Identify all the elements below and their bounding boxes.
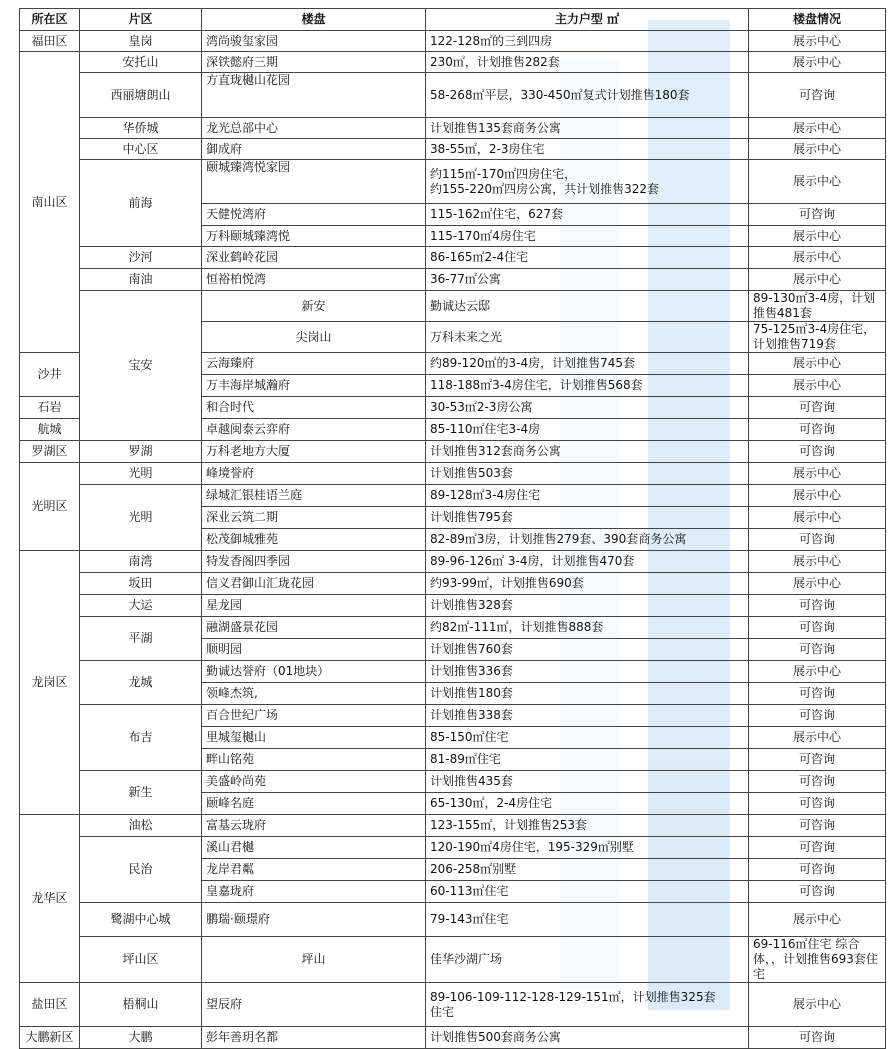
area-cell: 光明 <box>80 485 202 551</box>
status-cell: 展示中心 <box>749 573 886 595</box>
area-cell: 沙河 <box>80 247 202 269</box>
project-cell: 勤诚达云邸 <box>426 291 749 322</box>
project-cell: 龙岸君粼 <box>202 859 426 881</box>
unit-type-cell: 计划推售795套 <box>426 507 749 529</box>
status-cell: 展示中心 <box>749 983 886 1027</box>
project-cell: 颐峰名庭 <box>202 793 426 815</box>
table-body <box>20 31 886 1049</box>
project-cell: 云海臻府 <box>202 353 426 375</box>
status-cell: 可咨询 <box>749 815 886 837</box>
area-cell: 坪山 <box>202 937 426 983</box>
unit-type-cell: 计划推售435套 <box>426 771 749 793</box>
header-area: 片区 <box>80 9 202 31</box>
area-cell: 龙城 <box>80 661 202 705</box>
project-cell: 湾尚骏玺家园 <box>202 31 426 52</box>
table-row <box>20 1027 886 1049</box>
unit-type-cell: 118-188㎡3-4房住宅，计划推售568套 <box>426 375 749 397</box>
status-cell: 展示中心 <box>749 507 886 529</box>
unit-type-cell: 约115㎡-170㎡四房住宅， 约155-220㎡四房公寓，共计划推售322套 <box>426 160 749 204</box>
status-cell: 展示中心 <box>749 727 886 749</box>
unit-type-cell: 计划推售312套商务公寓 <box>426 441 749 463</box>
status-cell: 可咨询 <box>749 771 886 793</box>
table-row <box>20 247 886 269</box>
status-cell: 可咨询 <box>749 529 886 551</box>
table-row <box>20 73 886 118</box>
project-cell: 御成府 <box>202 139 426 160</box>
unit-type-cell: 36-77㎡公寓 <box>426 269 749 291</box>
table-row <box>20 551 886 573</box>
unit-type-cell: 60-113㎡住宅 <box>426 881 749 903</box>
area-cell: 南油 <box>80 269 202 291</box>
status-cell: 展示中心 <box>749 463 886 485</box>
status-cell: 可咨询 <box>749 881 886 903</box>
unit-type-cell: 89-128㎡3-4房住宅 <box>426 485 749 507</box>
table-row <box>20 815 886 837</box>
status-cell: 展示中心 <box>749 661 886 683</box>
project-cell: 万科老地方大厦 <box>202 441 426 463</box>
unit-type-cell: 58-268㎡平层，330-450㎡复式计划推售180套 <box>426 73 749 118</box>
table-row <box>20 31 886 52</box>
status-cell: 展示中心 <box>749 118 886 139</box>
district-cell: 南山区 <box>20 52 80 353</box>
unit-type-cell: 计划推售135套商务公寓 <box>426 118 749 139</box>
unit-type-cell: 206-258㎡别墅 <box>426 859 749 881</box>
area-cell: 西丽塘朗山 <box>80 73 202 118</box>
unit-type-cell: 86-165㎡2-4住宅 <box>426 247 749 269</box>
unit-type-cell: 115-162㎡住宅，627套 <box>426 204 749 226</box>
project-cell: 深铁懿府三期 <box>202 52 426 73</box>
unit-type-cell: 89-106-109-112-128-129-151㎡，计划推售325套 住宅 <box>426 983 749 1027</box>
unit-type-cell: 75-125㎡3-4房住宅，计划推售719套 <box>749 322 886 353</box>
status-cell: 展示中心 <box>749 269 886 291</box>
project-cell: 彭年善玥名都 <box>202 1027 426 1049</box>
project-cell: 万科未来之光 <box>426 322 749 353</box>
district-cell: 龙岗区 <box>20 551 80 815</box>
status-cell: 展示中心 <box>749 247 886 269</box>
status-cell: 展示中心 <box>749 353 886 375</box>
unit-type-cell: 230㎡，计划推售282套 <box>426 52 749 73</box>
table-row <box>20 441 886 463</box>
unit-type-cell: 约93-99㎡，计划推售690套 <box>426 573 749 595</box>
area-cell: 航城 <box>20 419 80 441</box>
project-cell: 信义君御山汇珑花园 <box>202 573 426 595</box>
area-cell: 鹭湖中心城 <box>80 903 202 937</box>
table-row <box>20 485 886 507</box>
header-row <box>20 9 886 31</box>
table-row <box>20 617 886 639</box>
project-cell: 顺明园 <box>202 639 426 661</box>
header-project: 楼盘 <box>202 9 426 31</box>
unit-type-cell: 115-170㎡4房住宅 <box>426 226 749 247</box>
status-cell: 展示中心 <box>749 485 886 507</box>
status-cell: 展示中心 <box>749 903 886 937</box>
area-cell: 尖岗山 <box>202 322 426 353</box>
status-cell: 可咨询 <box>749 705 886 727</box>
project-cell: 勤诚达誉府（01地块） <box>202 661 426 683</box>
district-cell: 光明区 <box>20 463 80 551</box>
unit-type-cell: 65-130㎡，2-4房住宅 <box>426 793 749 815</box>
header-district: 所在区 <box>20 9 80 31</box>
district-cell: 盐田区 <box>20 983 80 1027</box>
table-row <box>20 269 886 291</box>
district-cell: 龙华区 <box>20 815 80 983</box>
unit-type-cell: 85-150㎡住宅 <box>426 727 749 749</box>
project-cell: 星龙园 <box>202 595 426 617</box>
status-cell: 可咨询 <box>749 639 886 661</box>
table-row <box>20 937 886 983</box>
table-row <box>20 595 886 617</box>
area-cell: 光明 <box>80 463 202 485</box>
status-cell: 可咨询 <box>749 1027 886 1049</box>
status-cell: 可咨询 <box>749 617 886 639</box>
header-unit-type: 主力户型 ㎡ <box>426 9 749 31</box>
area-cell: 民治 <box>80 837 202 903</box>
status-cell: 可咨询 <box>749 683 886 705</box>
status-cell: 展示中心 <box>749 31 886 52</box>
table-row <box>20 983 886 1027</box>
table-row <box>20 705 886 727</box>
project-cell: 佳华沙湖广场 <box>426 937 749 983</box>
unit-type-cell: 89-96-126㎡ 3-4房，计划推售470套 <box>426 551 749 573</box>
area-cell: 沙井 <box>20 353 80 397</box>
unit-type-cell: 89-130㎡3-4房，计划推售481套 <box>749 291 886 322</box>
district-cell: 宝安 <box>80 291 202 441</box>
status-cell: 展示中心 <box>749 160 886 204</box>
table-row <box>20 139 886 160</box>
area-cell: 新安 <box>202 291 426 322</box>
area-cell: 大运 <box>80 595 202 617</box>
status-cell: 展示中心 <box>749 551 886 573</box>
area-cell: 平湖 <box>80 617 202 661</box>
district-cell: 大鹏新区 <box>20 1027 80 1049</box>
area-cell: 南湾 <box>80 551 202 573</box>
status-cell: 可咨询 <box>749 859 886 881</box>
area-cell: 梧桐山 <box>80 983 202 1027</box>
unit-type-cell: 82-89㎡3房，计划推售279套、390套商务公寓 <box>426 529 749 551</box>
unit-type-cell: 30-53㎡2-3房公寓 <box>426 397 749 419</box>
table-row <box>20 463 886 485</box>
project-cell: 特发香阁四季园 <box>202 551 426 573</box>
project-cell: 万科颐城臻湾悦 <box>202 226 426 247</box>
status-cell: 可咨询 <box>749 793 886 815</box>
table-row <box>20 573 886 595</box>
table-row <box>20 291 886 322</box>
area-cell: 布吉 <box>80 705 202 771</box>
unit-type-cell: 计划推售500套商务公寓 <box>426 1027 749 1049</box>
project-cell: 皇嘉珑府 <box>202 881 426 903</box>
status-cell: 可咨询 <box>749 204 886 226</box>
area-cell: 罗湖 <box>80 441 202 463</box>
district-cell: 罗湖区 <box>20 441 80 463</box>
area-cell: 新生 <box>80 771 202 815</box>
district-cell: 福田区 <box>20 31 80 52</box>
project-cell: 万丰海岸城瀚府 <box>202 375 426 397</box>
area-cell: 华侨城 <box>80 118 202 139</box>
table-row <box>20 903 886 937</box>
unit-type-cell: 计划推售180套 <box>426 683 749 705</box>
project-cell: 绿城汇银桂语兰庭 <box>202 485 426 507</box>
status-cell: 展示中心 <box>749 52 886 73</box>
project-cell: 深业鹤岭花园 <box>202 247 426 269</box>
area-cell: 大鹏 <box>80 1027 202 1049</box>
area-cell: 皇岗 <box>80 31 202 52</box>
project-cell: 溪山君樾 <box>202 837 426 859</box>
project-cell: 美盛岭尚苑 <box>202 771 426 793</box>
project-cell: 龙光总部中心 <box>202 118 426 139</box>
unit-type-cell: 122-128㎡的三到四房 <box>426 31 749 52</box>
project-cell: 恒裕柏悦湾 <box>202 269 426 291</box>
area-cell: 安托山 <box>80 52 202 73</box>
status-cell: 展示中心 <box>749 139 886 160</box>
header-status: 楼盘情况 <box>749 9 886 31</box>
status-cell: 可咨询 <box>749 837 886 859</box>
unit-type-cell: 计划推售336套 <box>426 661 749 683</box>
table-row <box>20 160 886 204</box>
project-cell: 鹏瑞·颐璟府 <box>202 903 426 937</box>
project-cell: 峰境誉府 <box>202 463 426 485</box>
project-cell: 融湖盛景花园 <box>202 617 426 639</box>
unit-type-cell: 120-190㎡4房住宅，195-329㎡别墅 <box>426 837 749 859</box>
unit-type-cell: 约89-120㎡的3-4房，计划推售745套 <box>426 353 749 375</box>
project-cell: 领峰杰筑, <box>202 683 426 705</box>
unit-type-cell: 38-55㎡，2-3房住宅 <box>426 139 749 160</box>
status-cell: 可咨询 <box>749 441 886 463</box>
status-cell: 可咨询 <box>749 419 886 441</box>
project-cell: 里城玺樾山 <box>202 727 426 749</box>
table-row <box>20 771 886 793</box>
area-cell: 坂田 <box>80 573 202 595</box>
table-row <box>20 52 886 73</box>
unit-type-cell: 69-116㎡住宅 综合体，，计划推售693套住宅 <box>749 937 886 983</box>
project-cell: 卓越闽泰云弈府 <box>202 419 426 441</box>
project-cell: 畔山铭苑 <box>202 749 426 771</box>
area-cell: 油松 <box>80 815 202 837</box>
table-row <box>20 837 886 859</box>
project-cell: 百合世纪广场 <box>202 705 426 727</box>
unit-type-cell: 79-143㎡住宅 <box>426 903 749 937</box>
table-row <box>20 118 886 139</box>
project-cell: 颐城臻湾悦家园 <box>202 160 426 204</box>
status-cell: 可咨询 <box>749 595 886 617</box>
status-cell: 可咨询 <box>749 749 886 771</box>
district-cell: 坪山区 <box>80 937 202 983</box>
status-cell: 可咨询 <box>749 73 886 118</box>
project-cell: 深业云筑二期 <box>202 507 426 529</box>
unit-type-cell: 计划推售328套 <box>426 595 749 617</box>
table-row <box>20 661 886 683</box>
unit-type-cell: 81-89㎡住宅 <box>426 749 749 771</box>
unit-type-cell: 计划推售760套 <box>426 639 749 661</box>
area-cell: 石岩 <box>20 397 80 419</box>
project-cell: 富基云珑府 <box>202 815 426 837</box>
project-cell: 方直珑樾山花园 <box>202 73 426 118</box>
status-cell: 展示中心 <box>749 226 886 247</box>
status-cell: 可咨询 <box>749 397 886 419</box>
unit-type-cell: 约82㎡-111㎡，计划推售888套 <box>426 617 749 639</box>
project-cell: 望辰府 <box>202 983 426 1027</box>
property-table <box>19 8 886 1049</box>
unit-type-cell: 计划推售503套 <box>426 463 749 485</box>
status-cell: 展示中心 <box>749 375 886 397</box>
project-cell: 松茂御城雅苑 <box>202 529 426 551</box>
unit-type-cell: 123-155㎡，计划推售253套 <box>426 815 749 837</box>
area-cell: 中心区 <box>80 139 202 160</box>
project-cell: 天健悦湾府 <box>202 204 426 226</box>
area-cell: 前海 <box>80 160 202 247</box>
project-cell: 和合时代 <box>202 397 426 419</box>
unit-type-cell: 85-110㎡住宅3-4房 <box>426 419 749 441</box>
unit-type-cell: 计划推售338套 <box>426 705 749 727</box>
